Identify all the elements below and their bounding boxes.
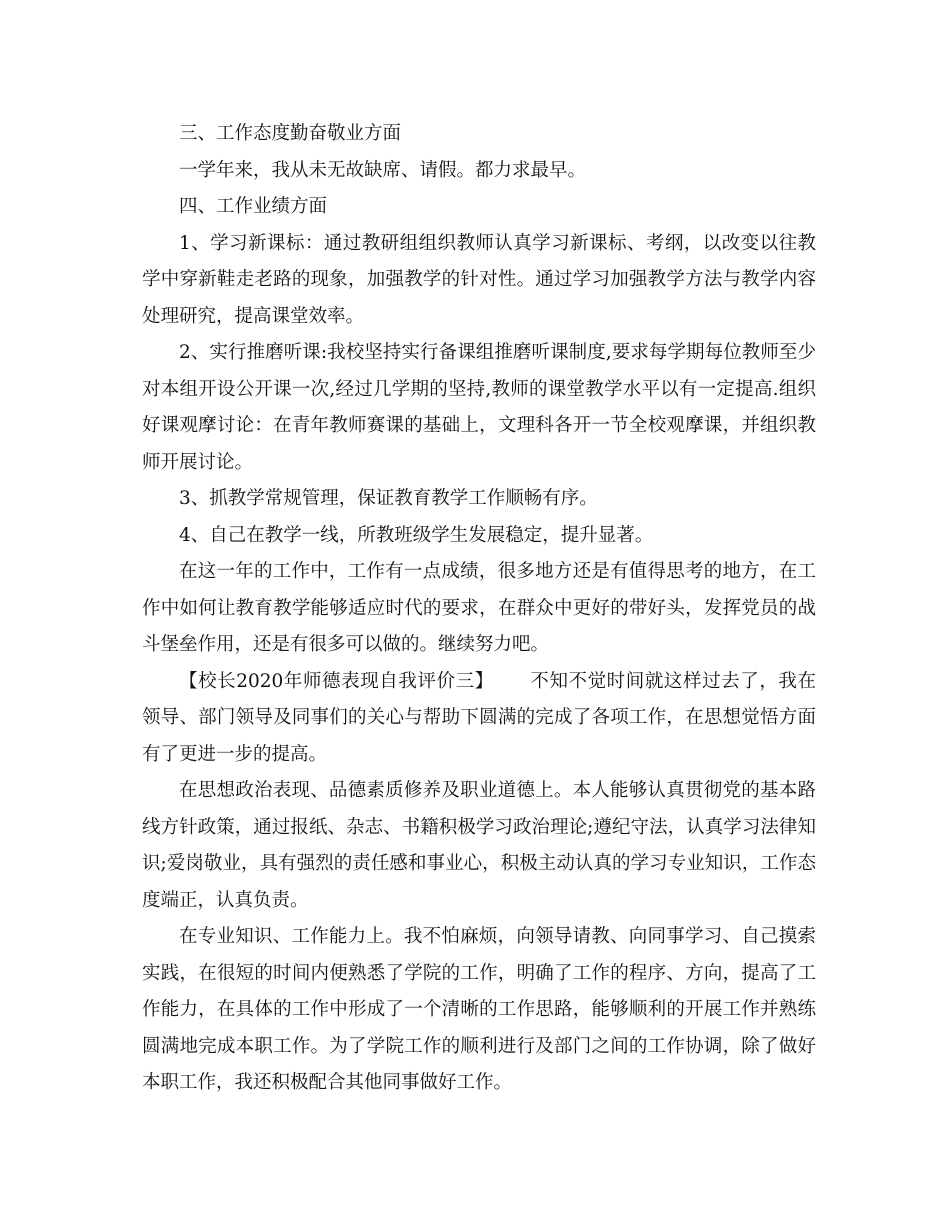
paragraph-new-curriculum: 1、学习新课标：通过教研组组织教师认真学习新课标、考纲，以改变以往教学中穿新鞋走老路的现象，加强教学的针对性。通过学习加强教学方法与教学内容处理研究，提高课堂效率。 [142, 232, 816, 327]
heading-work-performance: 四、工作业绩方面 [179, 196, 328, 217]
paragraph-professional-ability: 在专业知识、工作能力上。我不怕麻烦，向领导请教、向同事学习、自己摸索实践，在很短的时间内便熟悉了学院的工作，明确了工作的程序、方向，提高了工作能力，在具体的工作中形成了一个清晰的工作思路，能够顺利的开展工作并熟练圆满地完成本职工作。为了学院工作的顺利进行及部门之间的工作协调，除了做好本职工作，我还积极配合其他同事做好工作。 [142, 926, 816, 1093]
heading-work-attitude: 三、工作态度勤奋敬业方面 [179, 123, 402, 144]
paragraph-year-reflection: 在这一年的工作中，工作有一点成绩，很多地方还是有值得思考的地方，在工作中如何让教育教学能够适应时代的要求，在群众中更好的带好头，发挥党员的战斗堡垒作用，还是有很多可以做的。继续努力吧。 [142, 561, 816, 655]
paragraph-political-performance: 在思想政治表现、品德素质修养及职业道德上。本人能够认真贯彻党的基本路线方针政策，通过报纸、杂志、书籍积极学习政治理论;遵纪守法，认真学习法律知识;爱岗敬业，具有强烈的责任感和事业心，积极主动认真的学习专业知识，工作态度端正，认真负责。 [142, 780, 816, 911]
paragraph-routine-management: 3、抓教学常规管理，保证教育教学工作顺畅有序。 [179, 488, 598, 509]
paragraph-section-three [142, 664, 816, 774]
paragraph-lesson-observation: 2、实行推磨听课:我校坚持实行备课组推磨听课制度,要求每学期每位教师至少对本组开设公开课一次,经过几学期的坚持,教师的课堂教学水平以有一定提高.组织好课观摩讨论：在青年教师赛课的基础上，文理科各开一节全校观摩课，并组织教师开展讨论。 [142, 342, 816, 473]
paragraph-frontline-teaching: 4、自己在教学一线，所教班级学生发展稳定，提升显著。 [179, 524, 654, 546]
section-lead: 不知不觉时间就这样过去了，我在领导、部门领导及同事们的关心与帮助下圆满的完成了各项工作，在思想觉悟方面有了更进一步的提高。 [142, 670, 816, 765]
section-title: 【校长2020年师德表现自我评价三】 [179, 670, 494, 692]
paragraph-attendance: 一学年来，我从未无故缺席、请假。都力求最早。 [179, 159, 587, 181]
